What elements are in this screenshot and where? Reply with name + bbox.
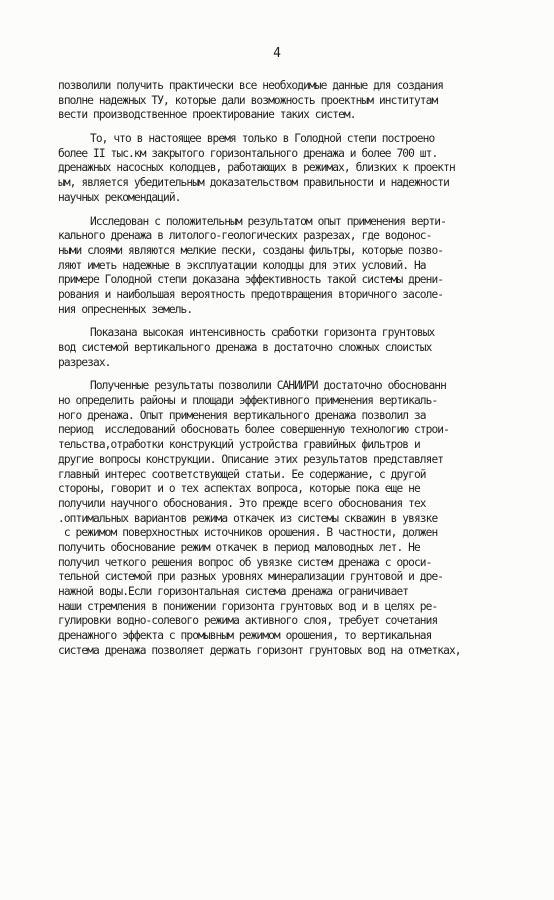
paragraph — [58, 79, 534, 123]
paragraph-gap — [58, 370, 534, 379]
text-line: вполне надежных ТУ, которые дали возможность проектным институтам — [58, 93, 438, 107]
text-line: период исследований обосновать более совершенную технологию строи- — [58, 423, 449, 437]
text-line: позволили получить практически все необходимые данные для создания — [58, 79, 444, 92]
text-line: наши стремления в понижении горизонта грунтовых вод и в целях ре- — [58, 599, 438, 613]
text-line: вод системой вертикального дренажа в достаточно сложных слоистых — [58, 341, 432, 354]
text-line: Полученные результаты позволили САНИИРИ достаточно обоснованн — [90, 379, 446, 393]
text-line: .оптимальных вариантов режима откачек из системы скважин в увязке — [58, 511, 438, 525]
body-text — [58, 79, 534, 658]
text-line: гулировки водно-солевого режима активного слоя, требует сочетания — [58, 614, 438, 628]
text-line: кального дренажа в литолого-геологических разрезах, где водонос- — [58, 229, 432, 243]
text-line: с режимом поверхностных источников орошения. В частности, должен — [58, 526, 438, 540]
paragraph — [58, 379, 534, 658]
paragraph — [58, 326, 534, 370]
text-line: ными слоями являются мелкие пески, созданы фильтры, которые позво- — [58, 243, 444, 257]
text-line: нажной воды.Если горизонтальная система дренажа ограничивает — [58, 585, 409, 598]
text-line: главный интерес соответствующей статьи. Ее содержание, с другой — [58, 467, 426, 481]
text-line: ного дренажа. Опыт применения вертикального дренажа позволил за — [58, 408, 426, 422]
text-line: другие вопросы конструкции. Описание этих результатов представляет — [58, 452, 444, 466]
text-line: система дренажа позволяет держать горизонт грунтовых вод на отметках, — [58, 643, 461, 657]
text-line: вести производственное проектирование таких систем. — [58, 108, 356, 122]
text-line: рования и наибольшая вероятность предотвращения вторичного засоле- — [58, 287, 444, 301]
text-line: То, что в настоящее время только в Голодной степи построено — [90, 132, 435, 146]
text-line: получили научного обоснования. Это прежде всего обоснования тех — [58, 496, 426, 510]
text-line: дренажного эффекта с промывным режимом орошения, то вертикальная — [58, 629, 432, 643]
paragraph-gap — [58, 206, 534, 215]
text-line: стороны, говорит и о тех аспектах вопроса, которые пока еще не — [58, 482, 420, 496]
text-line: но определить районы и площади эффективного применения вертикаль- — [58, 394, 438, 408]
text-line: Исследован с положительным результатом опыт применения верти- — [90, 214, 446, 228]
page-number: 4 — [273, 46, 281, 61]
text-line: Показана высокая интенсивность сработки горизонта грунтовых — [90, 326, 435, 340]
text-line: научных рекомендаций. — [58, 190, 181, 204]
text-line: получить обоснование режим откачек в период маловодных лет. Не — [58, 540, 420, 554]
text-line: дренажных насосных колодцев, работающих в режимах, близких к проектн — [58, 161, 455, 175]
text-line: разрезах. — [58, 355, 111, 369]
paragraph-gap — [58, 123, 534, 132]
text-line: получил четкого решения вопрос об увязке систем дренажа с ороси- — [58, 555, 432, 569]
text-line: тельной системой при разных уровнях минерализации грунтовой и дре- — [58, 570, 444, 584]
text-line: ым, является убедительным доказательством правильности и надежности — [58, 176, 449, 190]
paragraph — [58, 215, 534, 318]
text-line: более II тыс.км закрытого горизонтального дренажа и более 700 шт. — [58, 146, 438, 160]
text-line: ляют иметь надежные в эксплуатации колодцы для этих условий. На — [58, 258, 426, 272]
text-line: ния опресненных земель. — [58, 302, 193, 316]
text-line: тельства,отработки конструкций устройства гравийных фильтров и — [58, 438, 420, 452]
text-line: примере Голодной степи доказана эффективность такой системы дрени- — [58, 273, 444, 287]
paragraph — [58, 132, 534, 205]
paragraph-gap — [58, 317, 534, 326]
